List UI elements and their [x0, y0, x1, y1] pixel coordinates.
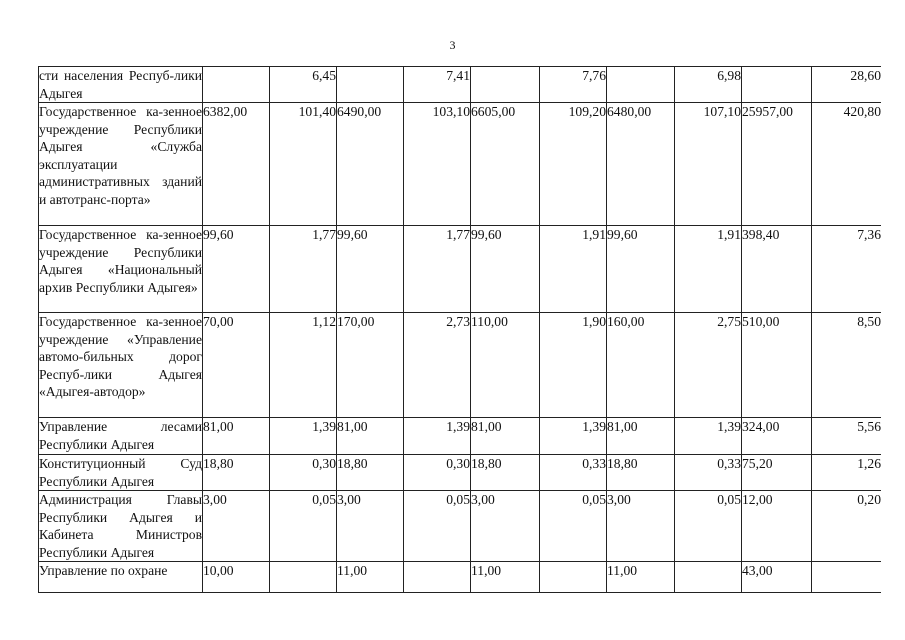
organization-name-cell: сти населения Респуб-лики Адыгея [39, 68, 202, 101]
table-row [39, 103, 882, 226]
share-cell: 5,56 [812, 418, 882, 455]
amount-cell: 12,00 [742, 491, 812, 562]
share-cell: 1,39 [270, 418, 337, 455]
amount-cell: 25957,00 [742, 103, 812, 226]
amount-cell: 81,00 [471, 418, 540, 455]
amount-cell: 6490,00 [337, 103, 404, 226]
amount-cell: 110,00 [471, 313, 540, 418]
share-cell: 6,45 [270, 67, 337, 103]
share-cell: 1,77 [404, 226, 471, 313]
share-cell: 0,33 [675, 455, 742, 491]
organization-name-cell: Государственное ка-зенное учреждение Республики Адыгея «Служба эксплуатации административных зданий и автотранс-порта» [39, 103, 203, 226]
share-cell: 1,26 [812, 455, 882, 491]
share-cell: 0,30 [270, 455, 337, 491]
share-cell: 109,20 [540, 103, 607, 226]
budget-table [38, 66, 881, 593]
amount-cell: 3,00 [607, 491, 675, 562]
budget-table-body [39, 67, 882, 593]
amount-cell: 81,00 [337, 418, 404, 455]
share-cell [540, 562, 607, 593]
table-row [39, 491, 882, 562]
amount-cell: 324,00 [742, 418, 812, 455]
amount-cell: 3,00 [337, 491, 404, 562]
share-cell: 0,05 [270, 491, 337, 562]
amount-cell: 10,00 [203, 562, 270, 593]
organization-name-cell: Государственное ка-зенное учреждение Республики Адыгея «Национальный архив Республики Адыгея» [39, 226, 203, 313]
amount-cell [471, 67, 540, 103]
amount-cell: 18,80 [471, 455, 540, 491]
share-cell: 0,33 [540, 455, 607, 491]
organization-name-cell: Управление по охране [39, 562, 203, 593]
amount-cell: 510,00 [742, 313, 812, 418]
table-row [39, 226, 882, 313]
amount-cell: 6382,00 [203, 103, 270, 226]
share-cell: 8,50 [812, 313, 882, 418]
share-cell: 7,36 [812, 226, 882, 313]
share-cell [812, 562, 882, 593]
table-row [39, 313, 882, 418]
share-cell: 2,73 [404, 313, 471, 418]
share-cell: 1,39 [404, 418, 471, 455]
share-cell: 0,05 [540, 491, 607, 562]
share-cell: 7,76 [540, 67, 607, 103]
share-cell: 2,75 [675, 313, 742, 418]
organization-name-cell: Администрация Главы Республики Адыгея и Кабинета Министров Республики Адыгея [39, 492, 202, 560]
share-cell: 1,12 [270, 313, 337, 418]
share-cell: 28,60 [812, 67, 882, 103]
amount-cell: 81,00 [203, 418, 270, 455]
amount-cell: 3,00 [471, 491, 540, 562]
organization-name-cell: Управление лесами Республики Адыгея [39, 418, 203, 455]
share-cell: 6,98 [675, 67, 742, 103]
share-cell: 103,10 [404, 103, 471, 226]
amount-cell: 3,00 [203, 491, 270, 562]
share-cell: 0,20 [812, 491, 882, 562]
table-row [39, 418, 882, 455]
amount-cell: 99,60 [203, 226, 270, 313]
amount-cell: 99,60 [471, 226, 540, 313]
organization-name-cell: Государственное ка-зенное учреждение «Управление автомо-бильных дорог Респуб-лики Адыгея «Адыгея-автодор» [39, 313, 203, 418]
page-number: 3 [449, 38, 456, 52]
share-cell [675, 562, 742, 593]
share-cell [270, 562, 337, 593]
amount-cell: 6480,00 [607, 103, 675, 226]
amount-cell: 99,60 [607, 226, 675, 313]
share-cell: 1,77 [270, 226, 337, 313]
amount-cell [337, 67, 404, 103]
table-row [39, 562, 882, 593]
amount-cell: 75,20 [742, 455, 812, 491]
share-cell: 101,40 [270, 103, 337, 226]
amount-cell [607, 67, 675, 103]
share-cell: 0,30 [404, 455, 471, 491]
share-cell: 1,39 [675, 418, 742, 455]
amount-cell: 11,00 [471, 562, 540, 593]
amount-cell: 160,00 [607, 313, 675, 418]
amount-cell: 81,00 [607, 418, 675, 455]
table-row [39, 67, 882, 103]
share-cell: 420,80 [812, 103, 882, 226]
amount-cell: 18,80 [203, 455, 270, 491]
share-cell: 0,05 [404, 491, 471, 562]
amount-cell [203, 67, 270, 103]
budget-table-container [38, 66, 881, 640]
organization-name-cell: Конституционный Суд Республики Адыгея [39, 456, 202, 489]
amount-cell [742, 67, 812, 103]
amount-cell: 43,00 [742, 562, 812, 593]
share-cell: 1,90 [540, 313, 607, 418]
amount-cell: 398,40 [742, 226, 812, 313]
share-cell: 107,10 [675, 103, 742, 226]
table-row [39, 455, 882, 491]
share-cell: 1,91 [675, 226, 742, 313]
amount-cell: 18,80 [337, 455, 404, 491]
amount-cell: 170,00 [337, 313, 404, 418]
share-cell: 7,41 [404, 67, 471, 103]
amount-cell: 11,00 [607, 562, 675, 593]
share-cell: 0,05 [675, 491, 742, 562]
share-cell [404, 562, 471, 593]
amount-cell: 18,80 [607, 455, 675, 491]
share-cell: 1,39 [540, 418, 607, 455]
share-cell: 1,91 [540, 226, 607, 313]
amount-cell: 6605,00 [471, 103, 540, 226]
amount-cell: 11,00 [337, 562, 404, 593]
amount-cell: 99,60 [337, 226, 404, 313]
amount-cell: 70,00 [203, 313, 270, 418]
